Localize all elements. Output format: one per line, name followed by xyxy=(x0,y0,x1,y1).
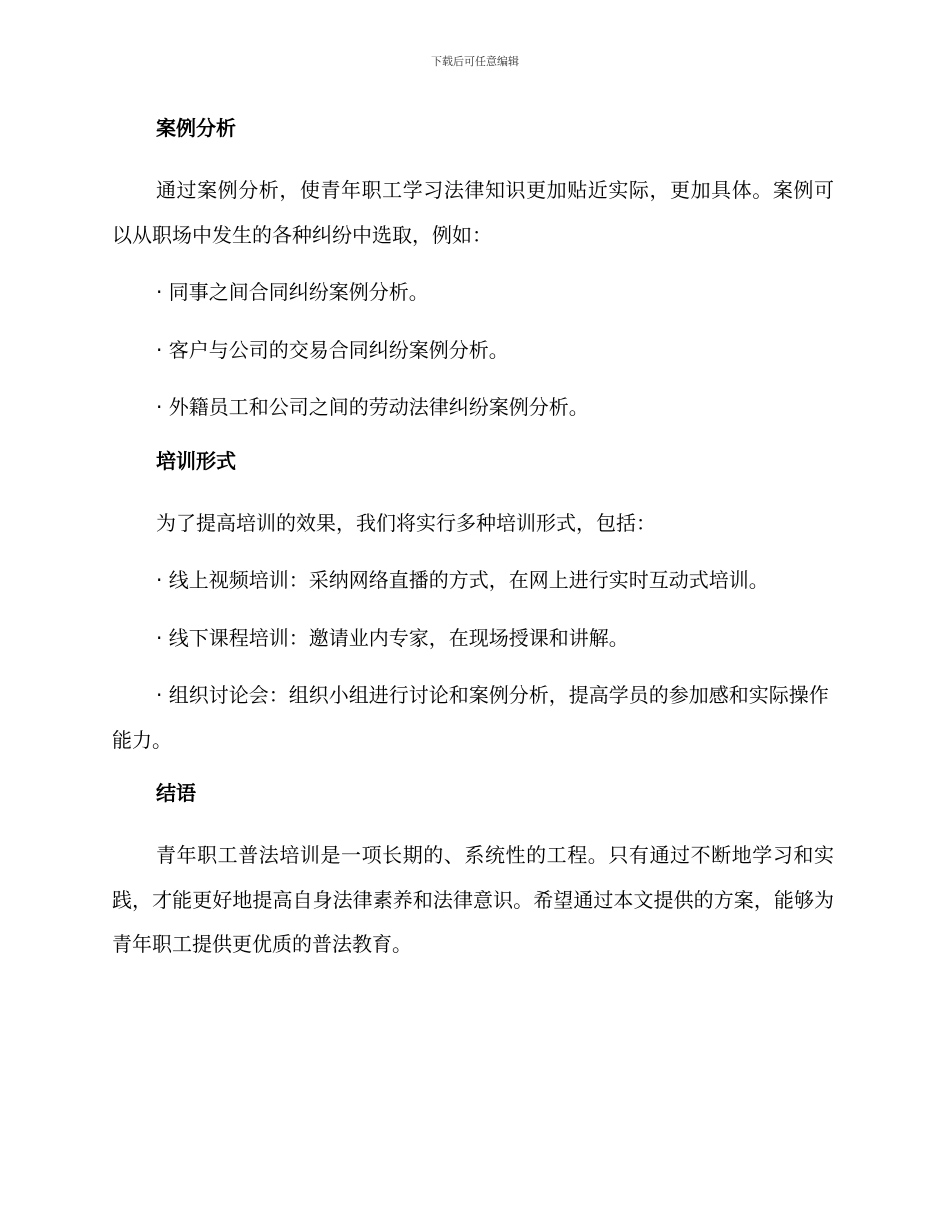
list-item: · 外籍员工和公司之间的劳动法律纠纷案例分析。 xyxy=(156,395,589,419)
section-heading: 案例分析 xyxy=(156,116,236,140)
section-case-analysis xyxy=(112,110,834,430)
section-heading: 结语 xyxy=(156,781,196,805)
section-heading: 培训形式 xyxy=(156,448,236,473)
list-item: · 线下课程培训：邀请业内专家，在现场授课和讲解。 xyxy=(156,625,629,650)
paragraph: 通过案例分析，使青年职工学习法律知识更加贴近实际，更加具体。案例可以从职场中发生的各种纠纷中选取，例如： xyxy=(112,178,834,247)
list-item: · 同事之间合同纠纷案例分析。 xyxy=(156,280,429,304)
paragraph: 为了提高培训的效果，我们将实行多种培训形式，包括： xyxy=(156,510,656,535)
section-conclusion xyxy=(112,775,834,967)
list-item: · 线上视频培训：采纳网络直播的方式，在网上进行实时互动式培训。 xyxy=(156,568,769,592)
paragraph: 青年职工普法培训是一项长期的、系统性的工程。只有通过不断地学习和实践，才能更好地提高自身法律素养和法律意识。希望通过本文提供的方案，能够为青年职工提供更优质的普法教育。 xyxy=(112,843,834,956)
page-header: 下载后可任意编辑 xyxy=(431,55,519,68)
section-training-form xyxy=(112,443,834,763)
list-item: · 客户与公司的交易合同纠纷案例分析。 xyxy=(156,337,509,362)
list-item: · 组织讨论会：组织小组进行讨论和案例分析，提高学员的参加感和实际操作能力。 xyxy=(112,683,829,752)
document-body xyxy=(112,110,834,980)
